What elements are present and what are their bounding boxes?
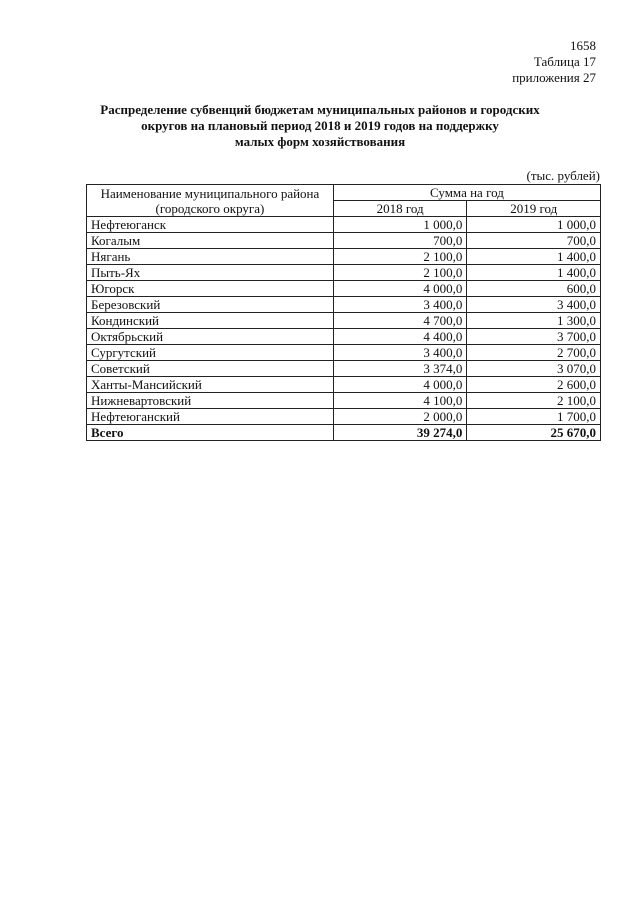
cell-2018: 4 400,0 [333,329,467,345]
cell-name: Кондинский [87,313,334,329]
cell-2018: 3 400,0 [333,345,467,361]
cell-name: Нефтеюганск [87,217,334,233]
table-row [87,393,601,409]
title-line-1: Распределение субвенций бюджетам муниципальных районов и городских [100,102,540,117]
table-row [87,361,601,377]
cell-name: Всего [87,425,334,441]
cell-2019: 25 670,0 [467,425,601,441]
total-row [87,425,601,441]
table-row [87,409,601,425]
table-row [87,265,601,281]
cell-2019: 3 700,0 [467,329,601,345]
table-row [87,345,601,361]
cell-2019: 3 070,0 [467,361,601,377]
cell-name: Октябрьский [87,329,334,345]
cell-2018: 4 000,0 [333,281,467,297]
cell-2018: 1 000,0 [333,217,467,233]
cell-2019: 2 600,0 [467,377,601,393]
cell-2019: 1 300,0 [467,313,601,329]
cell-name: Нижневартовский [87,393,334,409]
cell-2018: 2 000,0 [333,409,467,425]
cell-2018: 2 100,0 [333,265,467,281]
table-row [87,297,601,313]
cell-name: Пыть-Ях [87,265,334,281]
cell-name: Когалым [87,233,334,249]
cell-2018: 4 000,0 [333,377,467,393]
table-row [87,377,601,393]
cell-2019: 1 700,0 [467,409,601,425]
cell-2018: 3 400,0 [333,297,467,313]
table-row [87,217,601,233]
table-row [87,313,601,329]
column-header-name-line-1: Наименование муниципального района [100,185,320,201]
cell-2019: 1 400,0 [467,265,601,281]
subvention-table [86,184,601,441]
cell-2019: 600,0 [467,281,601,297]
cell-2019: 2 100,0 [467,393,601,409]
cell-name: Югорск [87,281,334,297]
cell-name: Нягань [87,249,334,265]
title-line-2: округов на плановый период 2018 и 2019 годов на поддержку [141,118,499,133]
cell-2018: 39 274,0 [333,425,467,441]
cell-2019: 2 700,0 [467,345,601,361]
cell-name: Сургутский [87,345,334,361]
page-number: 1658 [570,38,596,53]
cell-2019: 3 400,0 [467,297,601,313]
cell-name: Советский [87,361,334,377]
cell-2018: 4 100,0 [333,393,467,409]
table-label: Таблица 17 [533,54,596,69]
cell-name: Ханты-Мансийский [87,377,334,393]
header-row [87,185,601,201]
table-row [87,233,601,249]
cell-2018: 3 374,0 [333,361,467,377]
column-header-name [87,185,334,217]
column-header-2019: 2019 год [467,201,601,217]
column-header-name-line-2: (городского округа) [155,200,265,216]
column-header-2018: 2018 год [333,201,467,217]
document-title [95,102,545,150]
cell-2019: 1 400,0 [467,249,601,265]
table-reference [512,54,596,86]
table-row [87,281,601,297]
table-row [87,329,601,345]
cell-name: Березовский [87,297,334,313]
appendix-label: приложения 27 [512,70,596,85]
cell-2019: 1 000,0 [467,217,601,233]
cell-2018: 700,0 [333,233,467,249]
column-header-sum: Сумма на год [333,185,600,201]
cell-2019: 700,0 [467,233,601,249]
cell-2018: 2 100,0 [333,249,467,265]
cell-2018: 4 700,0 [333,313,467,329]
unit-label: (тыс. рублей) [526,168,600,183]
cell-name: Нефтеюганский [87,409,334,425]
title-line-3: малых форм хозяйствования [234,134,406,149]
table-body [87,217,601,441]
table-row [87,249,601,265]
